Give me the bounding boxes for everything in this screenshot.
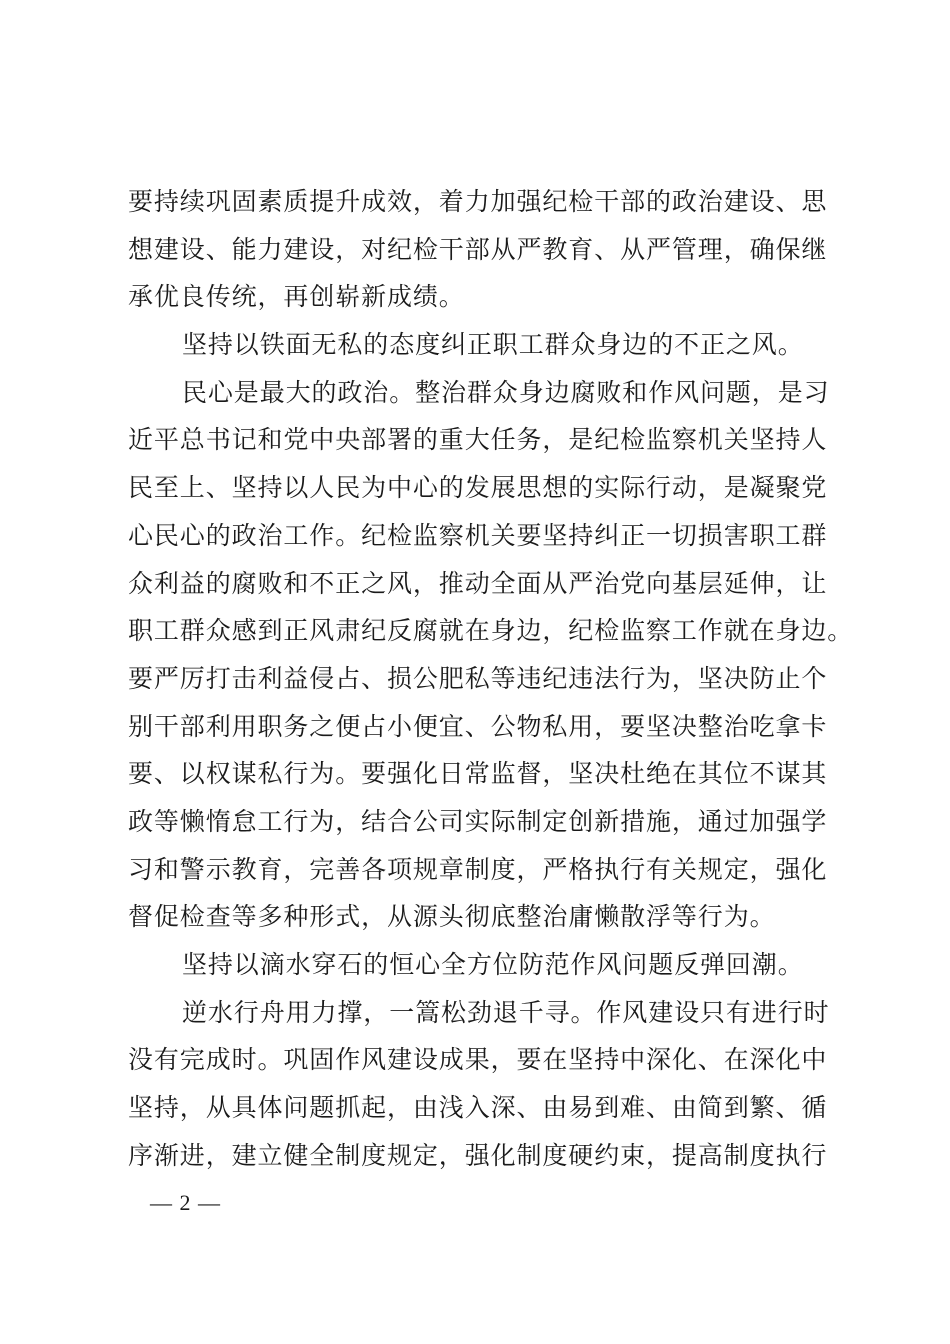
body-text — [128, 178, 854, 1179]
section-heading: 坚持以铁面无私的态度纠正职工群众身边的不正之风。 — [182, 330, 804, 360]
text-line: 要持续巩固素质提升成效，着力加强纪检干部的政治建设、思 — [128, 187, 828, 216]
text-line: 想建设、能力建设，对纪检干部从严教育、从严管理，确保继 — [128, 234, 828, 264]
text-line: 民至上、坚持以人民为中心的发展思想的实际行动，是凝聚党 — [128, 473, 828, 503]
text-line: 逆水行舟用力撑，一篙松劲退千寻。作风建设只有进行时 — [182, 997, 830, 1027]
text-line: 心民心的政治工作。纪检监察机关要坚持纠正一切损害职工群 — [128, 520, 828, 550]
text-line: 序渐进，建立健全制度规定，强化制度硬约束，提高制度执行 — [128, 1140, 828, 1170]
section-heading: 坚持以滴水穿石的恒心全方位防范作风问题反弹回潮。 — [182, 950, 804, 979]
text-line: 坚持，从具体问题抓起，由浅入深、由易到难、由简到繁、循 — [128, 1093, 828, 1123]
text-line: 民心是最大的政治。整治群众身边腐败和作风问题，是习 — [182, 377, 830, 407]
text-line: 职工群众感到正风肃纪反腐就在身边，纪检监察工作就在身边。 — [128, 616, 854, 646]
text-line: 习和警示教育，完善各项规章制度，严格执行有关规定，强化 — [128, 854, 828, 884]
page-number: — 2 — — [150, 1190, 221, 1215]
text-line: 要、以权谋私行为。要强化日常监督，坚决杜绝在其位不谋其 — [128, 759, 828, 789]
text-line: 要严厉打击利益侵占、损公肥私等违纪违法行为，坚决防止个 — [128, 663, 828, 693]
text-line: 承优良传统，再创崭新成绩。 — [128, 282, 465, 312]
text-line: 近平总书记和党中央部署的重大任务，是纪检监察机关坚持人 — [128, 425, 828, 455]
text-line: 没有完成时。巩固作风建设成果，要在坚持中深化、在深化中 — [128, 1045, 828, 1075]
text-line: 众利益的腐败和不正之风，推动全面从严治党向基层延伸，让 — [128, 568, 828, 598]
text-line: 别干部利用职务之便占小便宜、公物私用，要坚决整治吃拿卡 — [128, 711, 828, 741]
text-line: 督促检查等多种形式，从源头彻底整治庸懒散浮等行为。 — [128, 902, 776, 932]
text-line: 政等懒惰怠工行为，结合公司实际制定创新措施，通过加强学 — [128, 806, 828, 836]
